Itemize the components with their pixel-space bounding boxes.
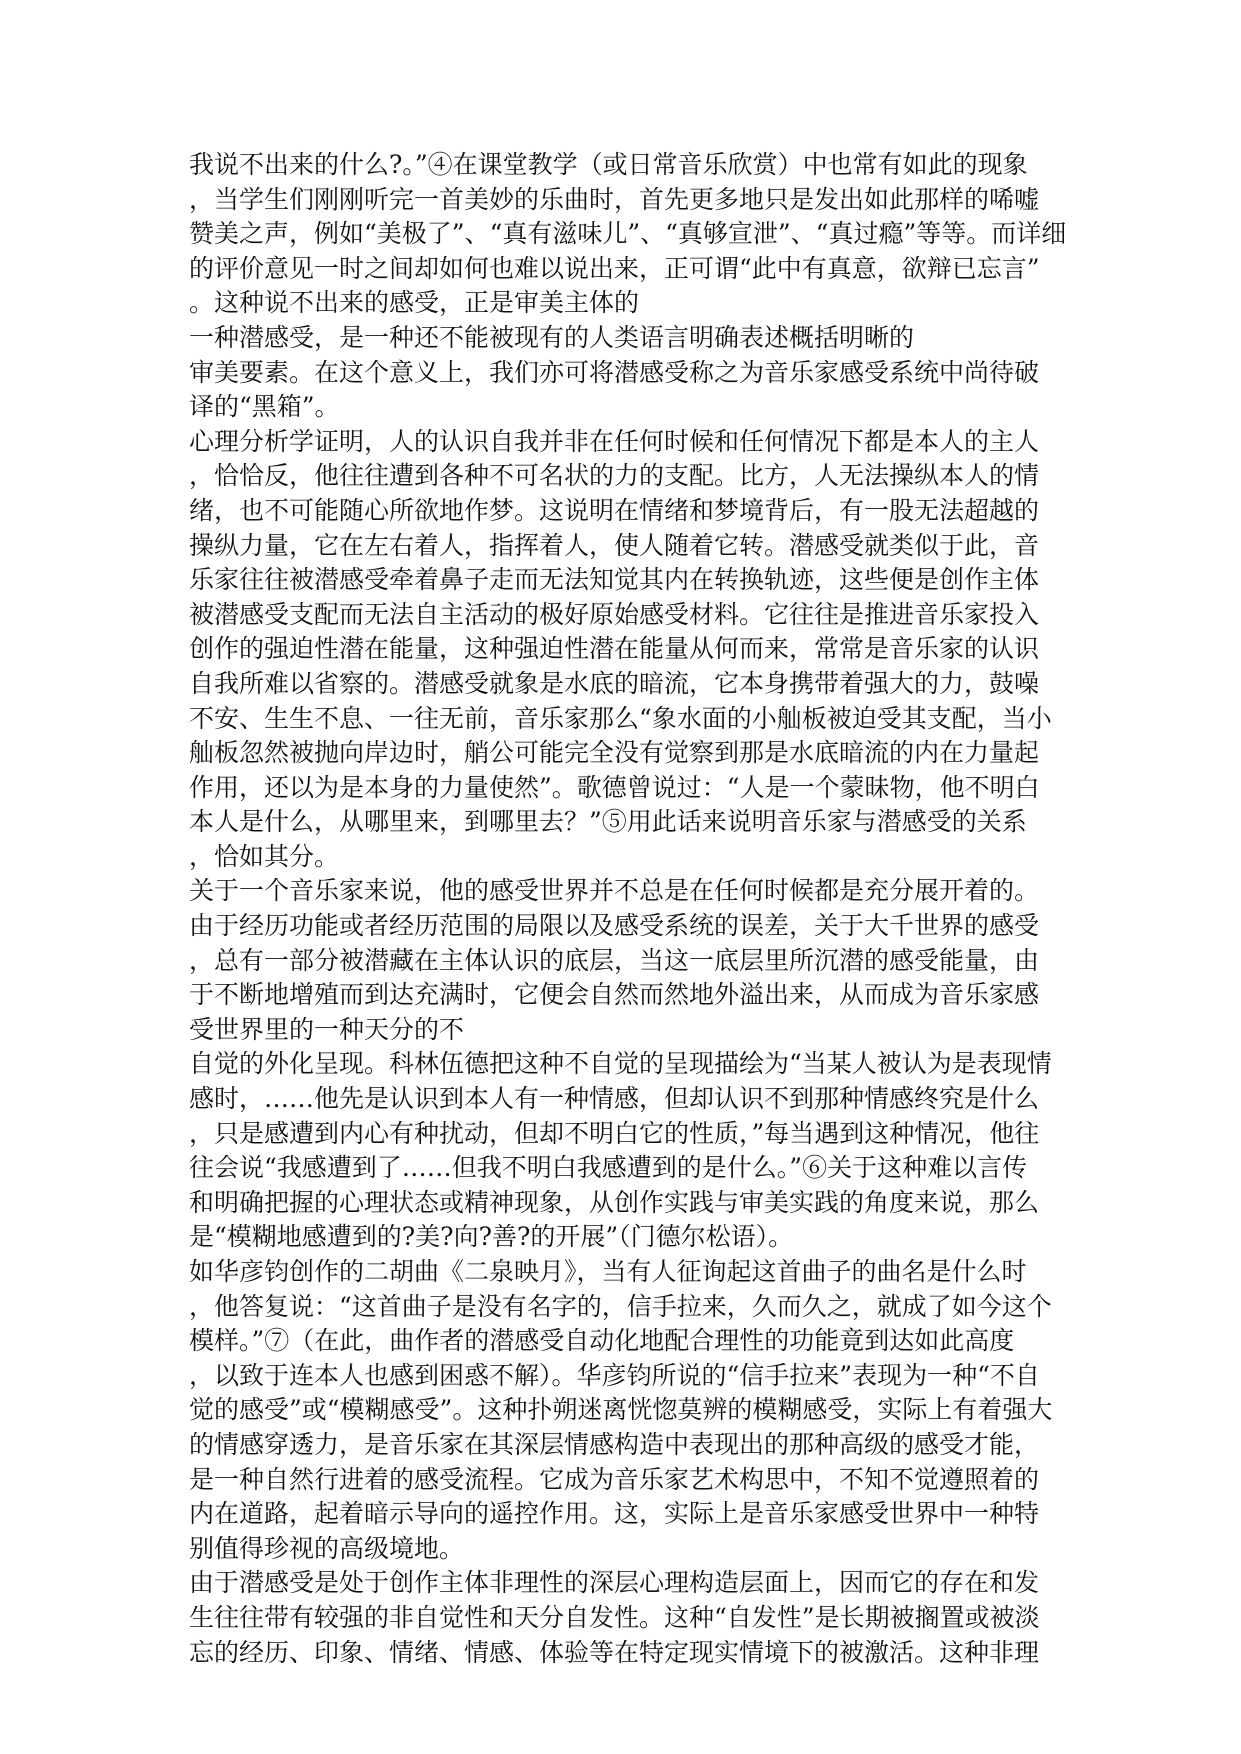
text-line: 绪，也不可能随心所欲地作梦。这说明在情绪和梦境背后，有一股无法超越的 xyxy=(189,495,1040,525)
text-line: 由于经历功能或者经历范围的局限以及感受系统的误差，关于大千世界的感受 xyxy=(189,911,1040,941)
text-line: 心理分析学证明，人的认识自我并非在任何时候和任何情况下都是本人的主人 xyxy=(189,426,1040,456)
text-line: 于不断地增殖而到达充满时，它便会自然而然地外溢出来，从而成为音乐家感 xyxy=(189,980,1040,1010)
text-line: 一种潜感受，是一种还不能被现有的人类语言明确表述概括明晰的 xyxy=(189,322,915,352)
text-line: 自我所难以省察的。潜感受就象是水底的暗流，它本身携带着强大的力，鼓噪 xyxy=(189,668,1040,698)
text-line: 忘的经历、印象、情绪、情感、体验等在特定现实情境下的被激活。这种非理 xyxy=(189,1637,1040,1667)
text-line: 的情感穿透力，是音乐家在其深层情感构造中表现出的那种高级的感受才能， xyxy=(189,1429,1040,1459)
text-line: 创作的强迫性潜在能量，这种强迫性潜在能量从何而来，常常是音乐家的认识 xyxy=(189,634,1040,664)
text-line: 我说不出来的什么?。”④在课堂教学（或日常音乐欣赏）中也常有如此的现象 xyxy=(189,150,1028,179)
text-line: ，以致于连本人也感到困惑不解）。华彦钧所说的“信手拉来”表现为一种“不自 xyxy=(189,1360,1040,1390)
text-line: ，当学生们刚刚听完一首美妙的乐曲时，首先更多地只是发出如此那样的唏嘘 xyxy=(189,184,1040,214)
text-line: ，只是感遭到内心有种扰动，但却不明白它的性质，”每当遇到这种情况，他往 xyxy=(189,1118,1040,1148)
text-line: 自觉的外化呈现。科林伍德把这种不自觉的呈现描绘为“当某人被认为是表现情 xyxy=(189,1049,1052,1079)
text-line: 译的“黑箱”。 xyxy=(189,392,340,422)
text-line: 被潜感受支配而无法自主活动的极好原始感受材料。它往往是推进音乐家投入 xyxy=(189,599,1040,629)
text-line: 感时，……他先是认识到本人有一种情感，但却认识不到那种情感终究是什么 xyxy=(189,1084,1040,1114)
text-line: 内在道路，起着暗示导向的遥控作用。这，实际上是音乐家感受世界中一种特 xyxy=(189,1499,1040,1529)
text-line: 别值得珍视的高级境地。 xyxy=(189,1533,465,1563)
text-line: 觉的感受”或“模糊感受”。这种扑朔迷离恍惚莫辨的模糊感受，实际上有着强大 xyxy=(189,1395,1053,1425)
text-line: 操纵力量，它在左右着人，指挥着人，使人随着它转。潜感受就类似于此，音 xyxy=(189,530,1040,560)
text-line: 往会说“我感遭到了……但我不明白我感遭到的是什么。”⑥关于这种难以言传 xyxy=(189,1153,1028,1183)
text-line: 关于一个音乐家来说，他的感受世界并不总是在任何时候都是充分展开着的。 xyxy=(189,876,1040,906)
text-line: 受世界里的一种天分的不 xyxy=(189,1014,465,1044)
text-line: 是一种自然行进着的感受流程。它成为音乐家艺术构思中，不知不觉遵照着的 xyxy=(189,1464,1040,1494)
body-text xyxy=(189,148,1069,1670)
text-line: 审美要素。在这个意义上，我们亦可将潜感受称之为音乐家感受系统中尚待破 xyxy=(189,357,1040,387)
text-line: ，恰如其分。 xyxy=(189,841,340,871)
text-line: ，总有一部分被潜藏在主体认识的底层，当这一底层里所沉潜的感受能量，由 xyxy=(189,945,1040,975)
text-line: ，恰恰反，他往往遭到各种不可名状的力的支配。比方，人无法操纵本人的情 xyxy=(189,461,1040,491)
text-line: 作用，还以为是本身的力量使然”。歌德曾说过：“人是一个蒙昧物，他不明白 xyxy=(189,772,1040,802)
text-line: 生往往带有较强的非自觉性和天分自发性。这种“自发性”是长期被搁置或被淡 xyxy=(189,1602,1040,1632)
text-line: 如华彦钧创作的二胡曲《二泉映月》，当有人征询起这首曲子的曲名是什么时 xyxy=(189,1257,1027,1286)
text-line: 乐家往往被潜感受牵着鼻子走而无法知觉其内在转换轨迹，这些便是创作主体 xyxy=(189,565,1040,595)
text-line: 的评价意见一时之间却如何也难以说出来，正可谓“此中有真意，欲辩已忘言” xyxy=(189,253,1040,283)
text-line: 是“模糊地感遭到的?美?向?善?的开展”（门德尔松语）。 xyxy=(189,1222,794,1252)
text-line: 由于潜感受是处于创作主体非理性的深层心理构造层面上，因而它的存在和发 xyxy=(189,1568,1040,1598)
text-line: 不安、生生不息、一往无前，音乐家那么“象水面的小舢板被迫受其支配，当小 xyxy=(189,703,1052,733)
text-line: 。这种说不出来的感受，正是审美主体的 xyxy=(189,288,640,318)
text-line: 舢板忽然被抛向岸边时，艄公可能完全没有觉察到那是水底暗流的内在力量起 xyxy=(189,738,1040,768)
text-line: 模样。”⑦（在此，曲作者的潜感受自动化地配合理性的功能竟到达如此高度 xyxy=(189,1326,1015,1356)
text-line: ，他答复说：“这首曲子是没有名字的，信手拉来，久而久之，就成了如今这个 xyxy=(189,1291,1052,1321)
text-line: 本人是什么，从哪里来，到哪里去？”⑤用此话来说明音乐家与潜感受的关系 xyxy=(189,807,1027,837)
text-line: 和明确把握的心理状态或精神现象，从创作实践与审美实践的角度来说，那么 xyxy=(189,1187,1040,1217)
text-line: 赞美之声，例如“美极了”、“真有滋味儿”、“真够宣泄”、“真过瘾”等等。而详细 xyxy=(189,219,1067,249)
